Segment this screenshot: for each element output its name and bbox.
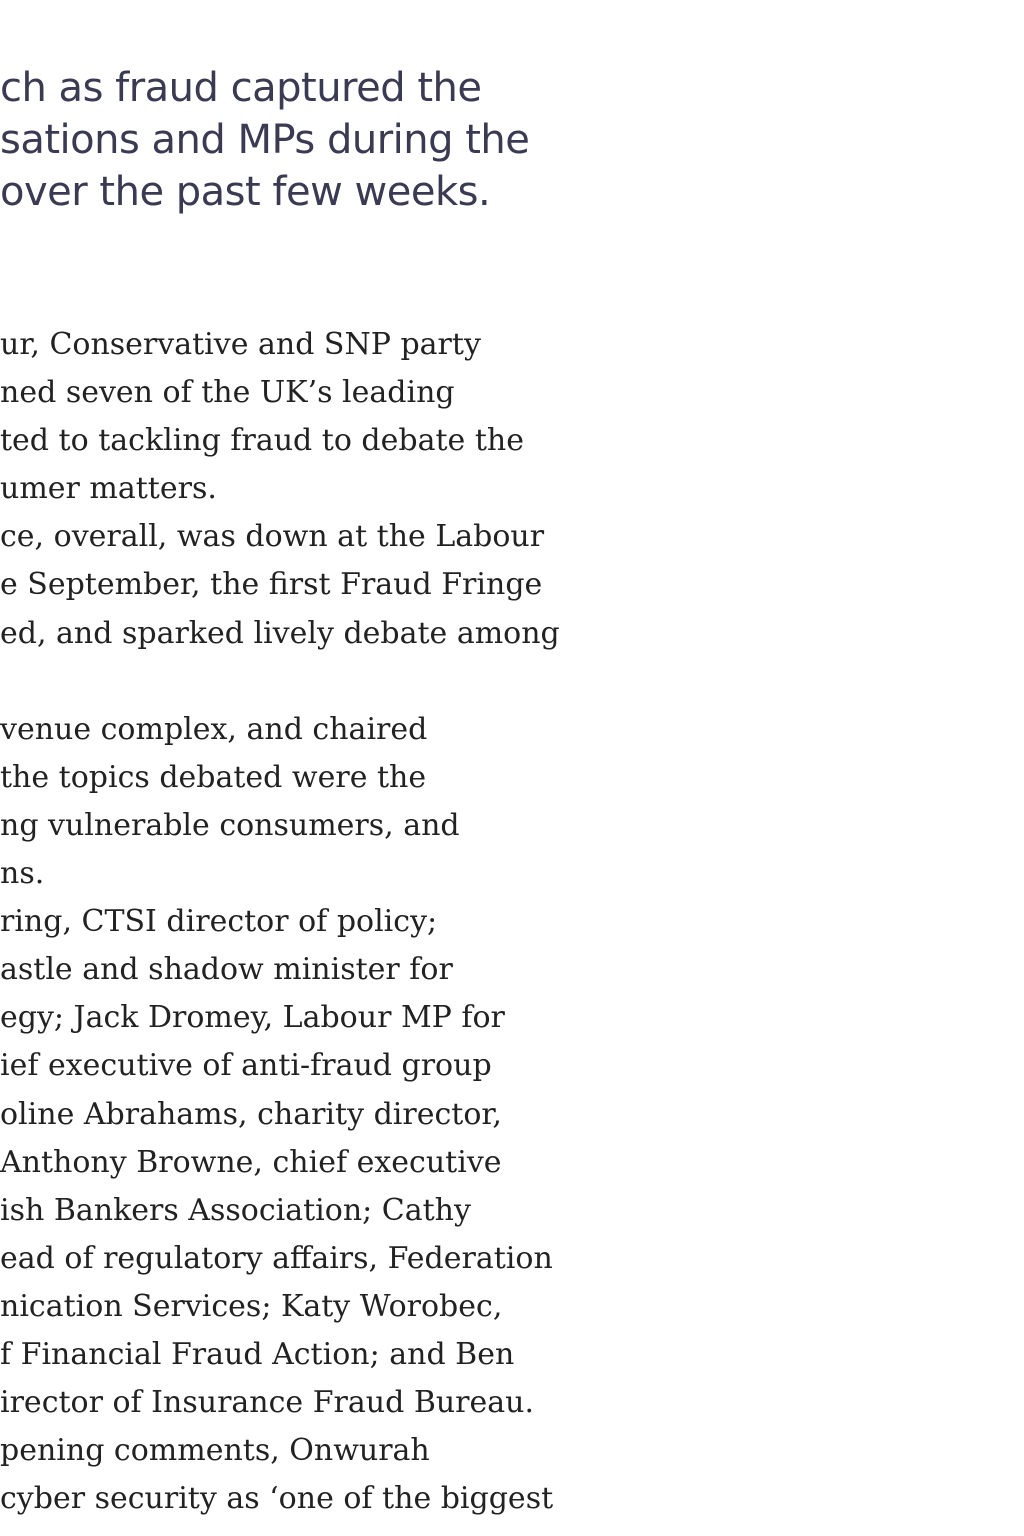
body-line: astle and shadow minister for [0,952,453,988]
body-line: ng vulnerable consumers, and [0,807,460,843]
article-standfirst [0,62,560,218]
standfirst-line: ch as fraud captured the [0,65,482,111]
body-line: ted to tackling fraud to debate the [0,423,524,459]
standfirst-line: over the past few weeks. [0,169,491,215]
body-line: ns. [0,856,45,892]
body-line: ief executive of anti-fraud group [0,1048,492,1084]
body-line: irector of Insurance Fraud Bureau. [0,1385,535,1421]
body-line: egy; Jack Dromey, Labour MP for [0,1000,505,1036]
article-body [0,321,560,1523]
body-line: pening comments, Onwurah [0,1433,430,1469]
body-line: oline Abrahams, charity director, [0,1096,502,1132]
body-line: ring, CTSI director of policy; [0,904,438,940]
body-line: cyber security as ‘one of the biggest [0,1481,554,1517]
body-line: the topics debated were the [0,759,427,795]
body-line: f Financial Fraud Action; and Ben [0,1336,515,1372]
body-line: ead of regulatory affairs, Federation [0,1240,553,1276]
body-line: e September, the first Fraud Fringe [0,567,543,603]
body-line: venue complex, and chaired [0,711,428,747]
body-line: Anthony Browne, chief executive [0,1144,502,1180]
body-line: nication Services; Katy Worobec, [0,1288,503,1324]
body-line: ce, overall, was down at the Labour [0,519,545,555]
body-line: ur, Conservative and SNP party [0,327,481,362]
body-line: ed, and sparked lively debate among [0,615,560,651]
standfirst-line: sations and MPs during the [0,117,530,163]
body-line: ish Bankers Association; Cathy [0,1192,471,1228]
body-line [0,658,560,706]
body-line: ned seven of the UK’s leading [0,375,455,411]
body-line: umer matters. [0,471,217,507]
